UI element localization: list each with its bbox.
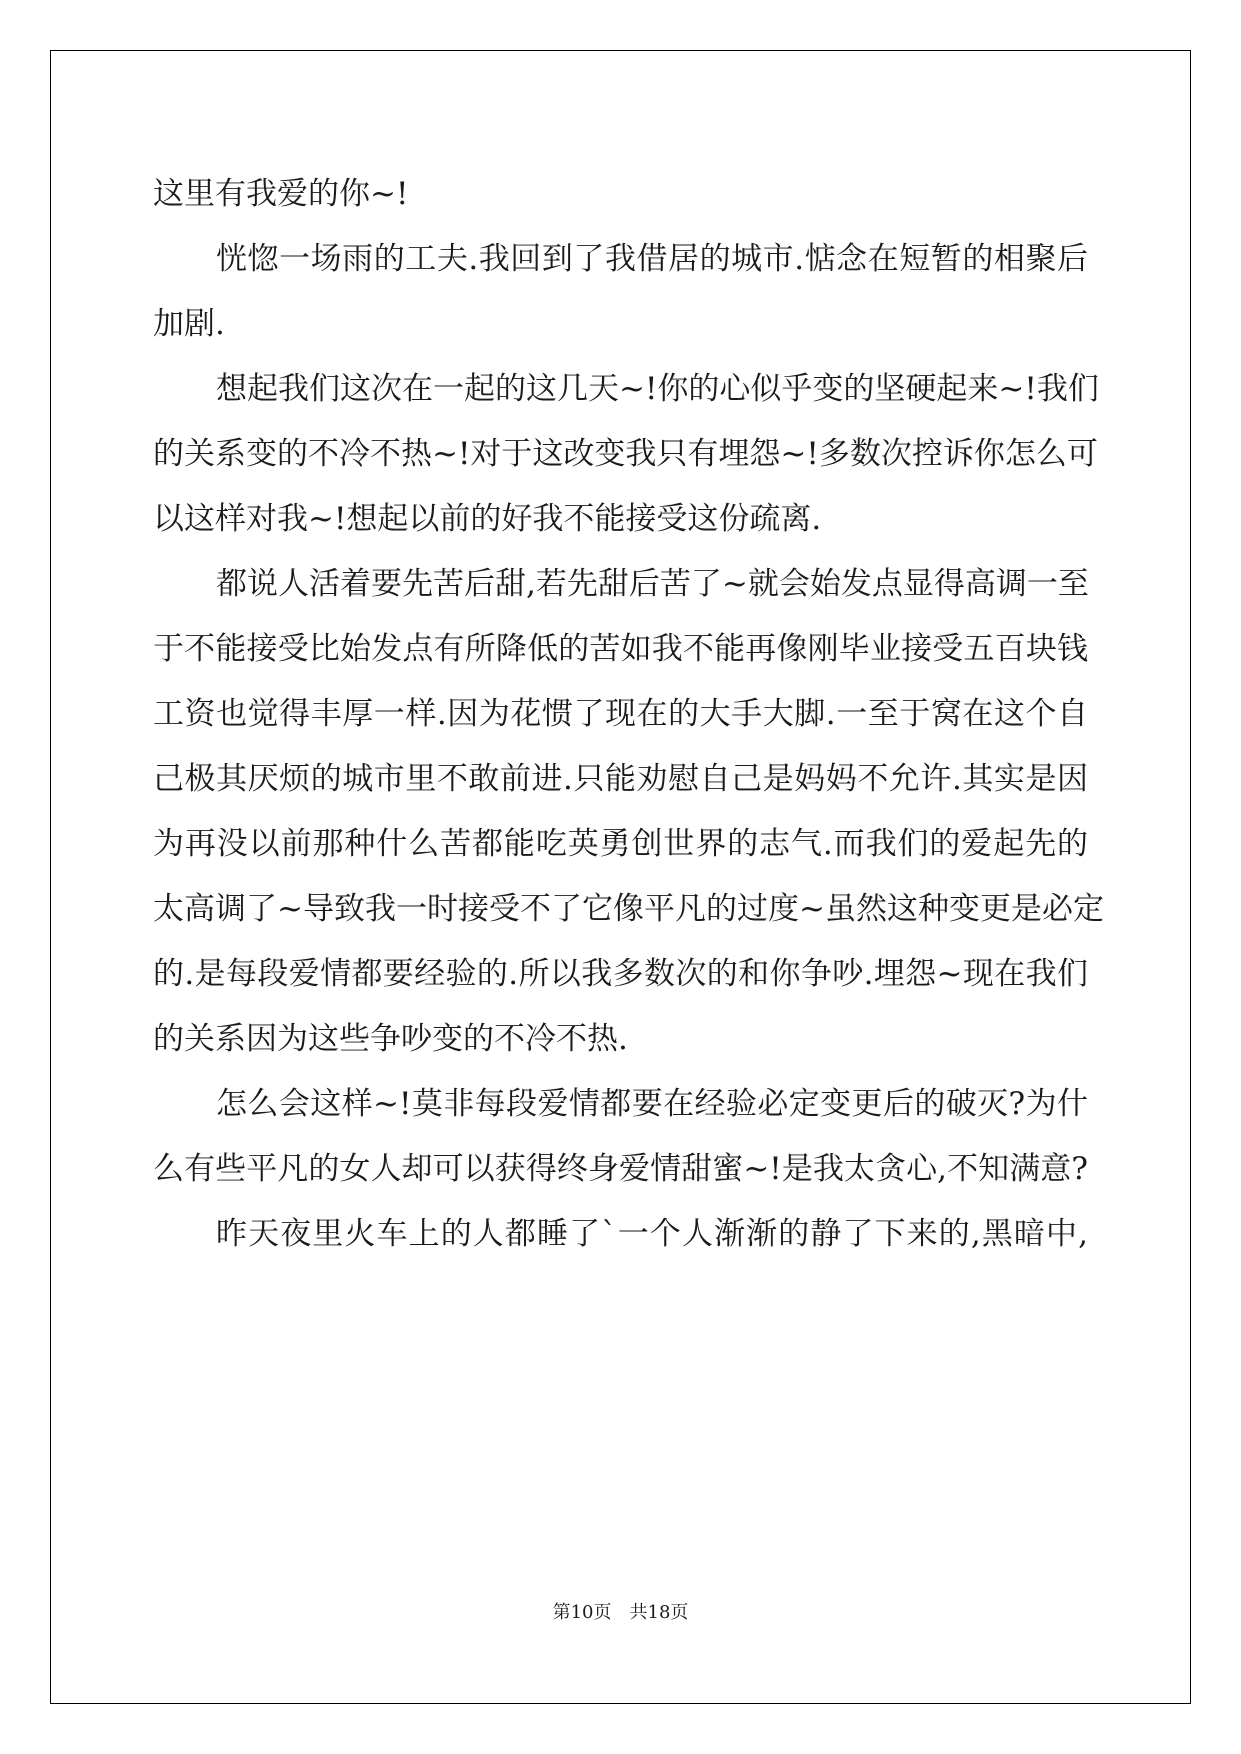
text-line: 己极其厌烦的城市里不敢前进.只能劝慰自己是妈妈不允许.其实是因	[153, 761, 1088, 797]
document-body	[153, 162, 1104, 1267]
text-line: 怎么会这样~!莫非每段爱情都要在经验必定变更后的破灭?为什	[216, 1086, 1088, 1122]
text-line: 于不能接受比始发点有所降低的苦如我不能再像刚毕业接受五百块钱	[153, 631, 1088, 667]
text-line: 的.是每段爱情都要经验的.所以我多数次的和你争吵.埋怨~现在我们	[153, 956, 1088, 992]
text-line: 都说人活着要先苦后甜,若先甜后苦了~就会始发点显得高调一至	[216, 566, 1089, 602]
text-line: 昨天夜里火车上的人都睡了`一个人渐渐的静了下来的,黑暗中,	[216, 1216, 1088, 1252]
text-line: 这里有我爱的你~!	[153, 176, 409, 212]
page-number: 第10页 共18页	[552, 1602, 689, 1623]
text-line: 的关系变的不冷不热~!对于这改变我只有埋怨~!多数次控诉你怎么可	[153, 436, 1098, 472]
text-line: 太高调了~导致我一时接受不了它像平凡的过度~虽然这种变更是必定	[153, 891, 1104, 927]
text-line: 么有些平凡的女人却可以获得终身爱情甜蜜~!是我太贪心,不知满意?	[153, 1151, 1088, 1187]
text-line: 的关系因为这些争吵变的不冷不热.	[153, 1021, 628, 1057]
text-line: 为再没以前那种什么苦都能吃英勇创世界的志气.而我们的爱起先的	[153, 826, 1088, 862]
text-line: 想起我们这次在一起的这几天~!你的心似乎变的坚硬起来~!我们	[216, 371, 1099, 407]
text-line: 工资也觉得丰厚一样.因为花惯了现在的大手大脚.一至于窝在这个自	[153, 696, 1088, 732]
text-line: 加剧.	[153, 306, 225, 342]
text-line: 恍惚一场雨的工夫.我回到了我借居的城市.惦念在短暂的相聚后	[216, 241, 1088, 277]
text-line: 以这样对我~!想起以前的好我不能接受这份疏离.	[153, 501, 822, 537]
